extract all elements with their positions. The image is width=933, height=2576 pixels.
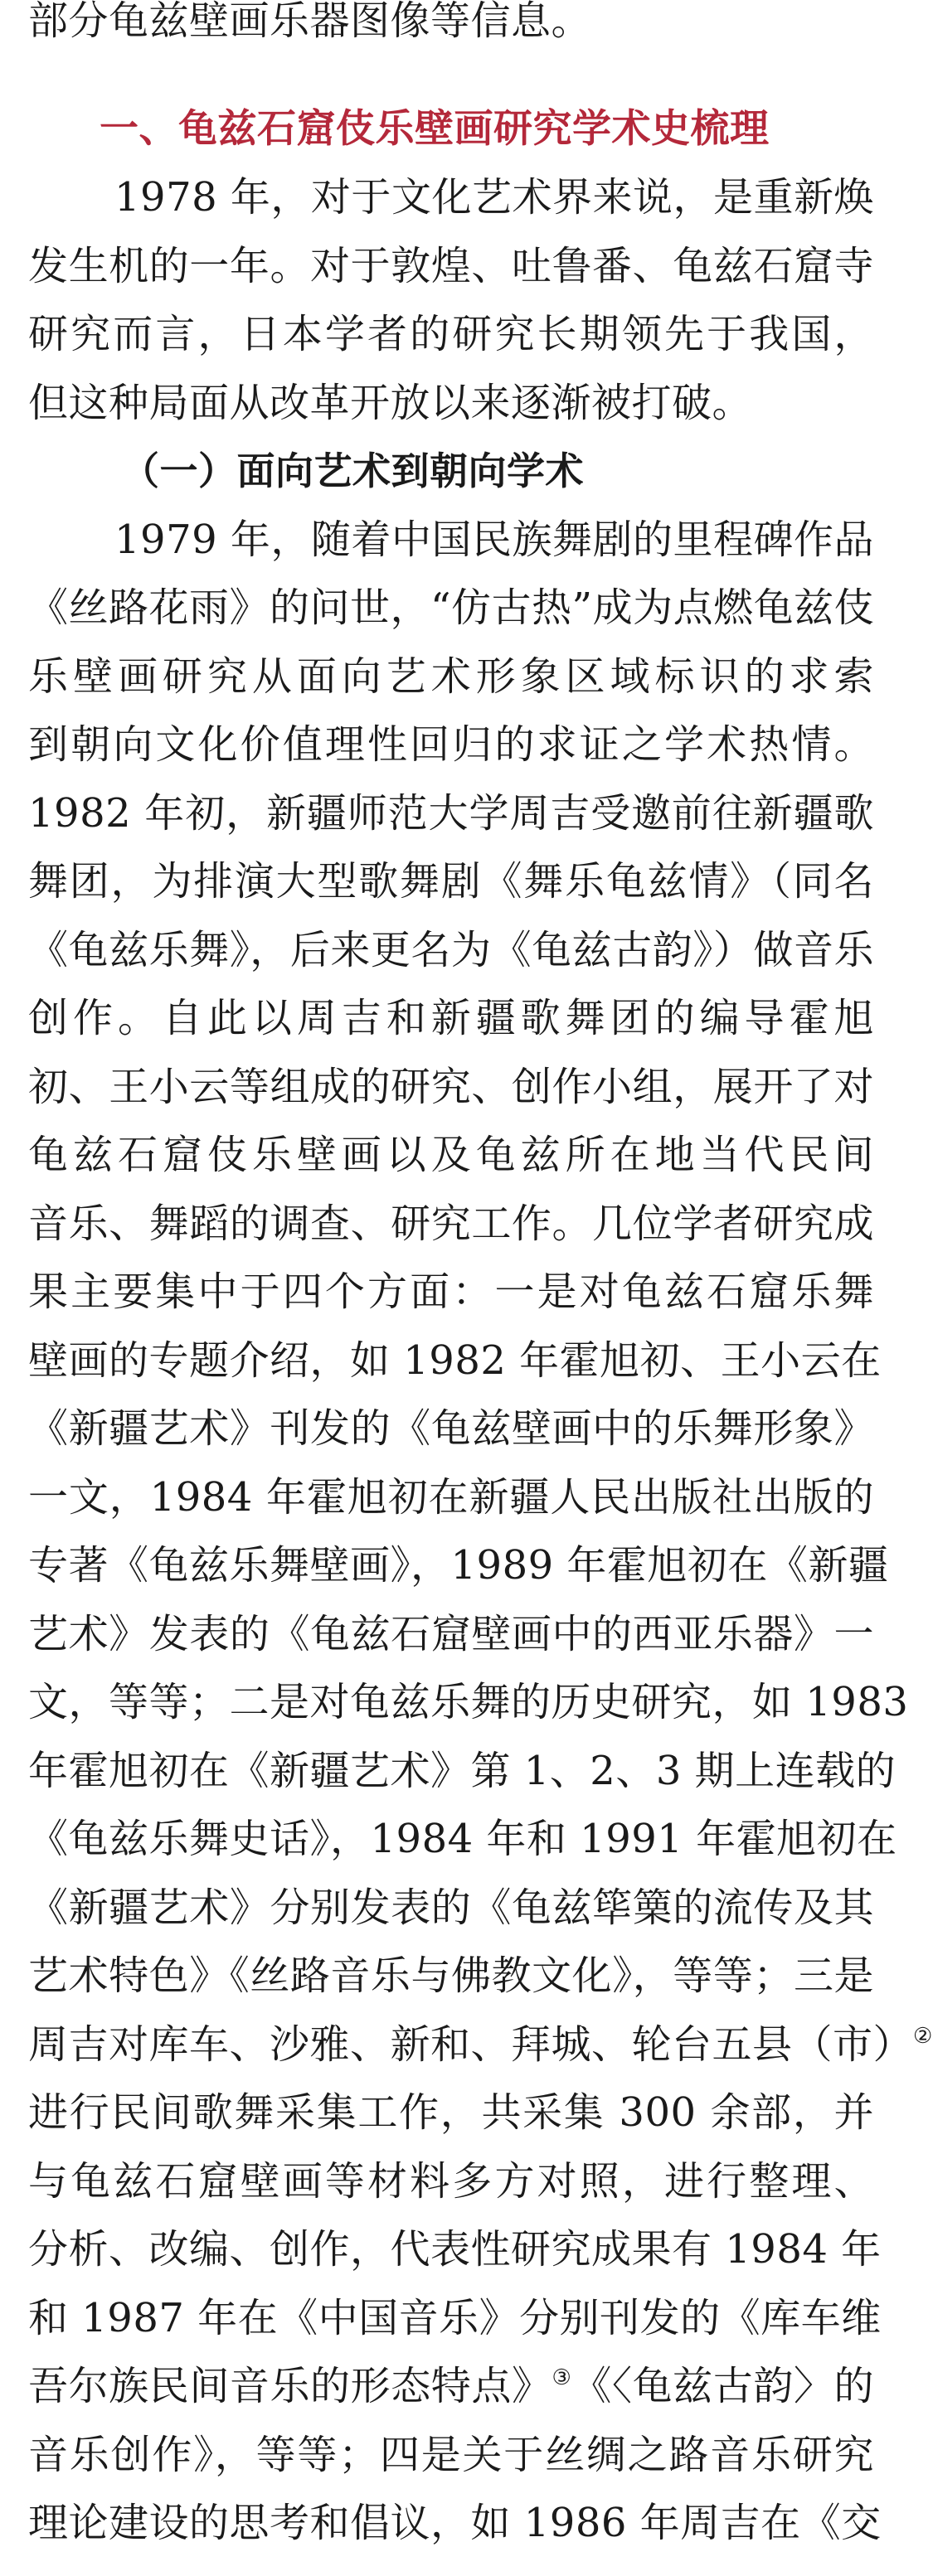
text-line: 但这种局面从改革开放以来逐渐被打破。 bbox=[28, 379, 753, 426]
text-line: 《龟兹乐舞》，后来更名为《龟兹古韵》）做音乐 bbox=[28, 926, 874, 973]
text-line: 乐壁画研究从面向艺术形象区域标识的求索 bbox=[28, 652, 874, 700]
text-line: 果主要集中于四个方面：一是对龟兹石窟乐舞 bbox=[28, 1269, 874, 1315]
text-line: 进行民间歌舞采集工作，共采集 300 余部，并 bbox=[28, 2089, 874, 2136]
text-line: 《新疆艺术》刊发的《龟兹壁画中的乐舞形象》 bbox=[28, 1405, 874, 1452]
text-line bbox=[28, 2352, 874, 2421]
text-line: 音乐、舞蹈的调查、研究工作。几位学者研究成 bbox=[28, 1200, 874, 1247]
text-line: 文，等等；二是对龟兹乐舞的历史研究，如 1983 bbox=[28, 1679, 909, 1725]
text-line: 一文，1984 年霍旭初在新疆人民出版社出版的 bbox=[28, 1473, 874, 1521]
text-line: 1979 年，随着中国民族舞剧的里程碑作品 bbox=[114, 516, 874, 563]
text-line: 壁画的专题介绍，如 1982 年霍旭初、王小云在 bbox=[28, 1337, 882, 1384]
text-line: 初、王小云等组成的研究、创作小组，展开了对 bbox=[28, 1063, 874, 1110]
text-line: 年霍旭初在《新疆艺术》第 1、2、3 期上连载的 bbox=[28, 1747, 897, 1794]
text-line: 艺术》发表的《龟兹石窟壁画中的西亚乐器》一 bbox=[28, 1610, 874, 1657]
text-line: 与龟兹石窟壁画等材料多方对照，进行整理、 bbox=[28, 2157, 874, 2205]
text-line: 创作。自此以周吉和新疆歌舞团的编导霍旭 bbox=[28, 995, 874, 1041]
text-line: 龟兹石窟伎乐壁画以及龟兹所在地当代民间 bbox=[28, 1132, 874, 1178]
text-line: 理论建设的思考和倡议，如 1986 年周吉在《交 bbox=[28, 2500, 882, 2546]
text-line: 《龟兹乐舞史话》，1984 年和 1991 年霍旭初在 bbox=[28, 1816, 897, 1862]
text-line: 音乐创作》，等等；四是关于丝绸之路音乐研究 bbox=[28, 2431, 874, 2478]
text-line: 《丝路花雨》的问世，“仿古热”成为点燃龟兹伎 bbox=[28, 585, 875, 631]
text-line: 1982 年初，新疆师范大学周吉受邀前往新疆歌 bbox=[28, 789, 874, 837]
footnote-marker: ③ bbox=[552, 2365, 572, 2390]
text-segment: 《〈龟兹古韵〉的 bbox=[571, 2363, 874, 2409]
text-segment: 吾尔族民间音乐的形态特点》 bbox=[28, 2363, 552, 2409]
text-line: 《新疆艺术》分别发表的《龟兹筚篥的流传及其 bbox=[28, 1884, 874, 1931]
footnote-marker: ② bbox=[913, 2023, 933, 2049]
text-line: 到朝向文化价值理性回归的求证之学术热情。 bbox=[28, 721, 874, 768]
text-line: 部分龟兹壁画乐器图像等信息。 bbox=[28, 0, 592, 44]
text-line: 专著《龟兹乐舞壁画》，1989 年霍旭初在《新疆 bbox=[28, 1542, 889, 1589]
text-line: 分析、改编、创作，代表性研究成果有 1984 年 bbox=[28, 2226, 882, 2273]
text-line: 和 1987 年在《中国音乐》分别刊发的《库车维 bbox=[28, 2294, 882, 2341]
text-segment: 周吉对库车、沙雅、新和、拜城、轮台五县（市） bbox=[28, 2021, 914, 2068]
text-line bbox=[28, 2011, 933, 2079]
text-line: 1978 年，对于文化艺术界来说，是重新焕 bbox=[114, 174, 874, 221]
text-line: 艺术特色》《丝路音乐与佛教文化》，等等；三是 bbox=[28, 1953, 874, 1999]
section-heading: 一、龟兹石窟伎乐壁画研究学术史梳理 bbox=[100, 105, 770, 152]
section-spacer bbox=[28, 56, 874, 95]
text-line: 舞团，为排演大型歌舞剧《舞乐龟兹情》（同名 bbox=[28, 858, 874, 905]
subsection-heading: （一）面向艺术到朝向学术 bbox=[121, 449, 584, 493]
text-line: 发生机的一年。对于敦煌、吐鲁番、龟兹石窟寺 bbox=[28, 242, 874, 289]
text-line: 研究而言，日本学者的研究长期领先于我国， bbox=[28, 311, 874, 357]
